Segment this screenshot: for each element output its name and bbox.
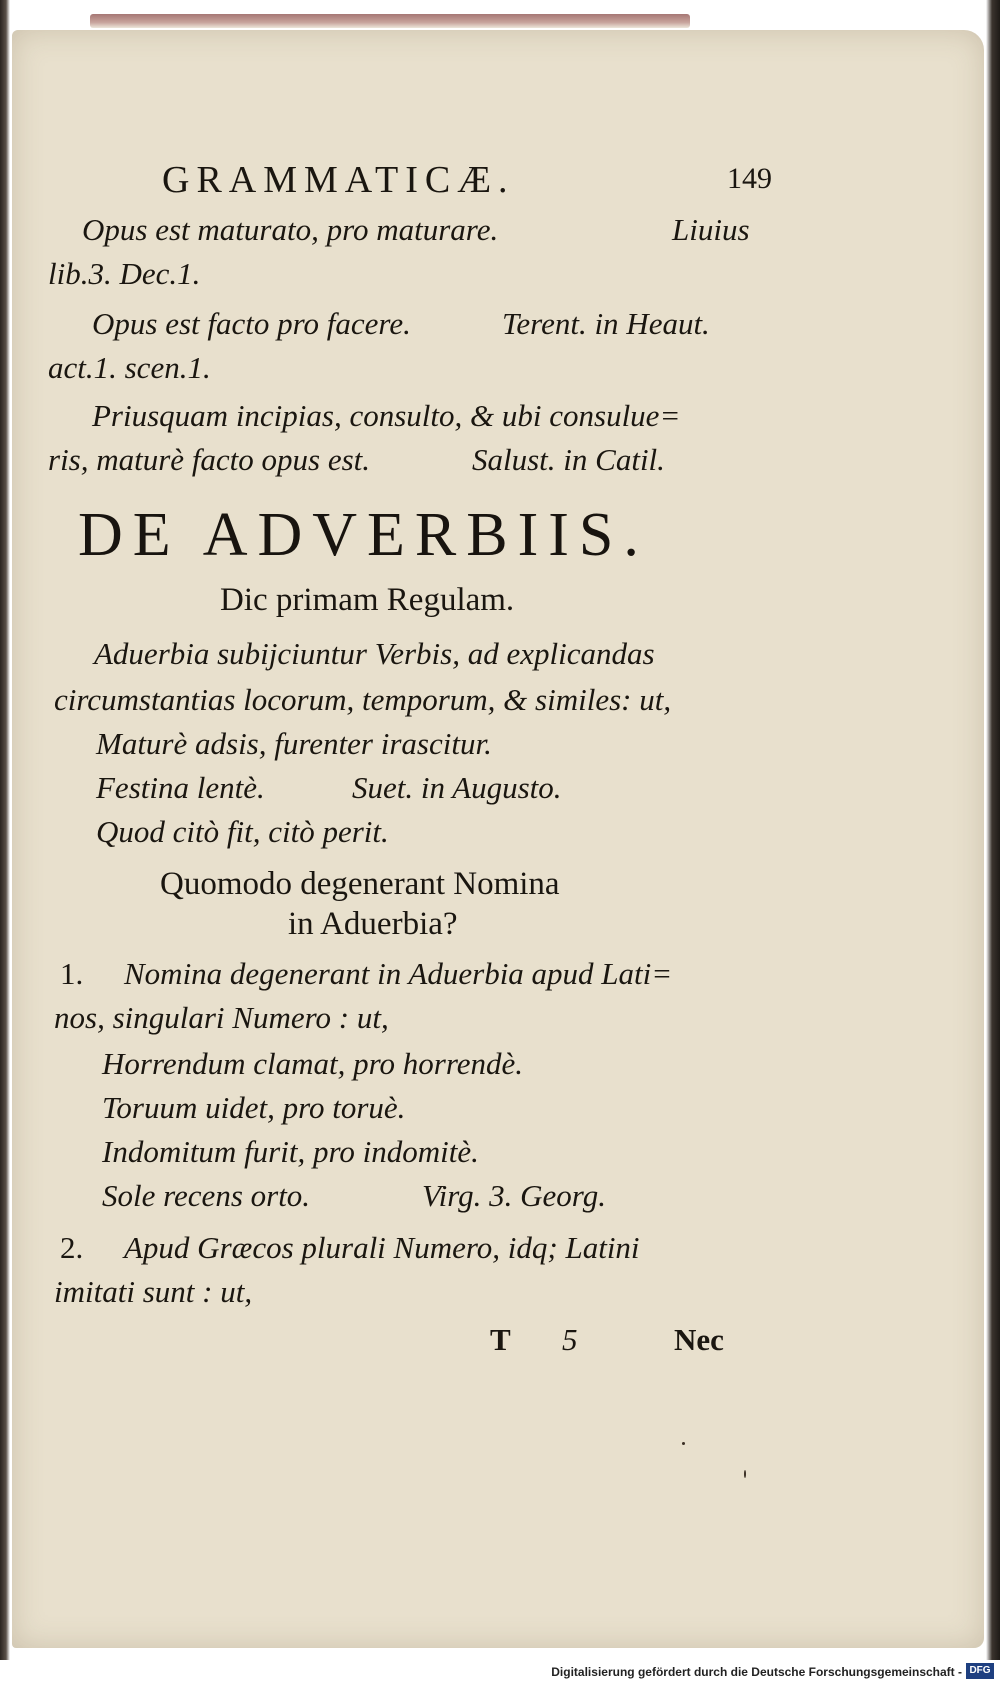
digitization-footer: [0, 1660, 1000, 1686]
page-number: 149: [727, 162, 772, 195]
text-line: Nomina degenerant in Aduerbia apud Lati=: [124, 956, 673, 991]
signature-mark: T: [490, 1322, 511, 1357]
example-line: Maturè adsis, furenter irascitur.: [96, 726, 492, 761]
running-header: [162, 158, 772, 208]
subheading-line-1: Quomodo degenerant Nomina: [160, 866, 560, 902]
signature-number: 5: [562, 1322, 578, 1357]
example-line: Sole recens orto.: [102, 1178, 311, 1213]
running-title: GRAMMATICÆ.: [162, 159, 515, 201]
paper-speck: [744, 1470, 746, 1478]
text-line: Apud Græcos plurali Numero, idq; Latini: [124, 1230, 640, 1265]
catchword: Nec: [674, 1322, 724, 1357]
text-line: imitati sunt : ut,: [54, 1274, 253, 1309]
text-line: nos, singulari Numero : ut,: [54, 1000, 389, 1035]
text-line: Priusquam incipias, consulto, & ubi consulue=: [92, 398, 681, 433]
text-line: Opus est facto pro facere.: [92, 306, 411, 341]
item-number: 2.: [60, 1230, 84, 1265]
text-line-citation: Salust. in Catil.: [472, 442, 665, 477]
footer-credit: Digitalisierung gefördert durch die Deutsche Forschungsgemeinschaft -: [551, 1665, 962, 1679]
page-top-edge-stain: [90, 14, 690, 28]
example-line: Festina lentè.: [96, 770, 265, 805]
example-line: Horrendum clamat, pro horrendè.: [102, 1046, 524, 1081]
text-line: ris, maturè facto opus est.: [48, 442, 371, 477]
text-line: circumstantias locorum, temporum, & similes: ut,: [54, 682, 672, 717]
text-line-citation: Liuius: [672, 212, 750, 247]
text-line-citation: Terent. in Heaut.: [502, 306, 710, 341]
text-line: Opus est maturato, pro maturare.: [82, 212, 499, 247]
text-line: Aduerbia subijciuntur Verbis, ad explicandas: [94, 636, 655, 671]
subheading-line-2: in Aduerbia?: [288, 906, 458, 942]
text-line: act.1. scen.1.: [48, 350, 211, 385]
text-line-citation: Virg. 3. Georg.: [422, 1178, 606, 1213]
dfg-logo: DFG: [966, 1663, 994, 1679]
text-line: lib.3. Dec.1.: [48, 256, 201, 291]
item-number: 1.: [60, 956, 84, 991]
subheading: Dic primam Regulam.: [220, 582, 515, 618]
book-page: [12, 30, 984, 1648]
example-line: Indomitum furit, pro indomitè.: [102, 1134, 479, 1169]
text-line-citation: Suet. in Augusto.: [352, 770, 562, 805]
example-line: Toruum uidet, pro toruè.: [102, 1090, 406, 1125]
example-line: Quod citò fit, citò perit.: [96, 814, 389, 849]
paper-speck: [682, 1442, 685, 1445]
section-heading: DE ADVERBIIS.: [78, 501, 649, 569]
